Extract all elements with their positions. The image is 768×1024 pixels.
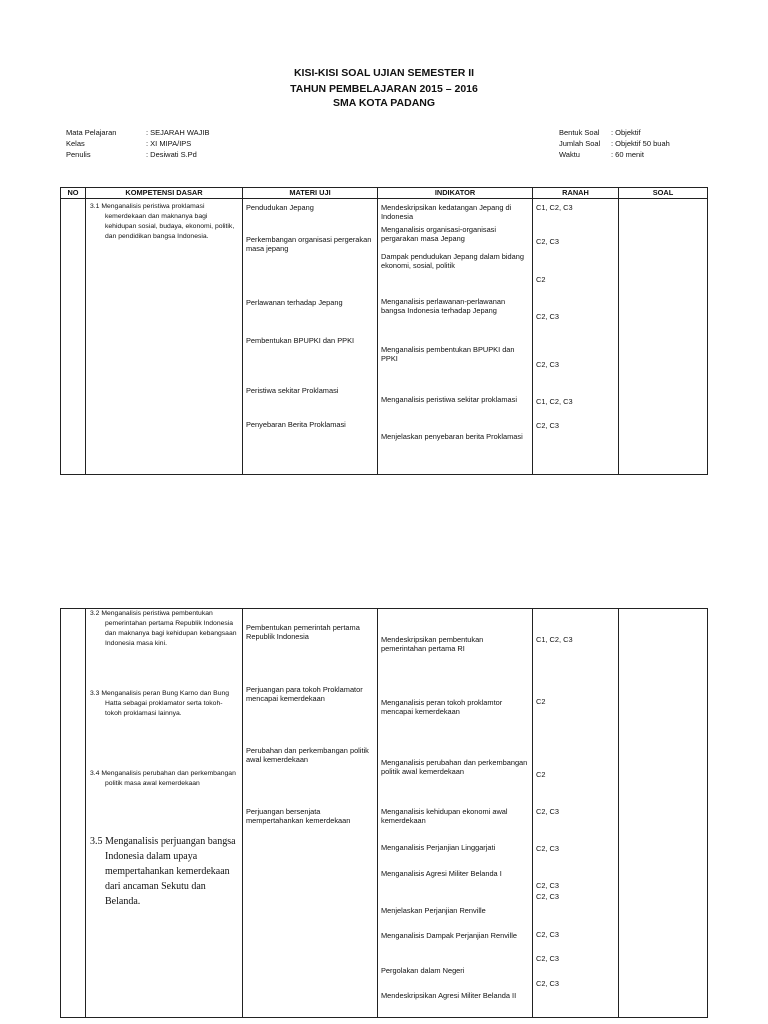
no-cell [61,199,86,475]
materi-item: Pembentukan BPUPKI dan PPKI [246,336,355,345]
ranah-item: C2, C3 [536,892,560,901]
indikator-item: Pergolakan dalam Negeri [381,966,465,975]
grid-table-1 [60,187,708,475]
ranah-item: C1, C2, C3 [536,635,573,644]
ranah-item: C1, C2, C3 [536,397,573,406]
table-row [61,199,708,475]
materi-item: Perubahan dan perkembangan politik awal kemerdekaan [246,746,369,764]
indikator-item: Menjelaskan Perjanjian Renville [381,906,486,915]
header-ranah: RANAH [533,188,619,199]
kompetensi-cell [86,199,243,475]
ranah-item: C2, C3 [536,360,560,369]
kd-3-2: 3.2 Menganalisis peristiwa pembentukan pemerintahan pertama Republik Indonesia dan maknanya bagi kehidupan kebangsaan Indonesia masa kini. [90,610,237,647]
meta-question-type: Bentuk Soal : Objektif [559,128,641,137]
ranah-item: C2 [536,770,546,779]
indikator-item: Menganalisis organisasi-organisasi pergarakan masa Jepang [381,225,497,243]
ranah-item: C2, C3 [536,844,560,853]
header-indikator: INDIKATOR [378,188,533,199]
kd-3-5: 3.5 Menganalisis perjuangan bangsa Indonesia dalam upaya mempertahankan kemerdekaan dari ancaman Sekutu dan Belanda. [90,836,236,907]
indikator-item: Mendeskripsikan Agresi Militer Belanda II [381,991,517,1000]
materi-item: Perjuangan para tokoh Proklamator mencapai kemerdekaan [246,685,363,703]
indikator-item: Mendeskripsikan pembentukan pemerintahan pertama RI [381,635,484,653]
ranah-item: C2, C3 [536,930,560,939]
materi-item: Perlawanan terhadap Jepang [246,298,343,307]
indikator-cell [378,199,533,475]
doc-title: KISI-KISI SOAL UJIAN SEMESTER II [293,67,475,79]
meta-question-count: Jumlah Soal : Objektif 50 buah [559,139,670,148]
kd-3-4: 3.4 Menganalisis perubahan dan perkembangan politik masa awal kemerdekaan [90,770,236,787]
materi-cell [243,609,378,1018]
meta-class: Kelas : XI MIPA/IPS [66,139,192,148]
meta-left [66,127,209,160]
soal-cell [619,609,708,1018]
indikator-item: Menganalisis Agresi Militer Belanda I [381,869,502,878]
ranah-item: C2, C3 [536,421,560,430]
ranah-item: C2, C3 [536,237,560,246]
indikator-item: Menjelaskan penyebaran berita Proklamasi [381,432,523,441]
indikator-item: Menganalisis perlawanan-perlawanan bangsa Indonesia terhadap Jepang [381,297,506,315]
materi-item: Penyebaran Berita Proklamasi [246,420,346,429]
materi-cell [243,199,378,475]
header-no: NO [61,188,86,199]
indikator-item: Menganalisis peran tokoh proklamtor mencapai kemerdekaan [381,698,503,716]
header-kompetensi: KOMPETENSI DASAR [86,188,243,199]
header-soal: SOAL [619,188,708,199]
materi-item: Pembentukan pemerintah pertama Republik Indonesia [246,623,360,641]
materi-item: Perjuangan bersenjata mempertahankan kemerdekaan [246,807,351,825]
ranah-cell [533,199,619,475]
kompetensi-cell [86,609,243,1018]
meta-author: Penulis : Desiwati S.Pd [66,150,197,159]
ranah-item: C2, C3 [536,312,560,321]
ranah-cell [533,609,619,1018]
soal-cell [619,199,708,475]
indikator-item: Menganalisis kehidupan ekonomi awal kemerdekaan [381,807,508,825]
meta-time: Waktu : 60 menit [559,150,644,159]
kd-3-3: 3.3 Menganalisis peran Bung Karno dan Bung Hatta sebagai proklamator serta tokoh-tokoh proklamasi lainnya. [90,690,230,717]
ranah-item: C2, C3 [536,954,560,963]
indikator-item: Menganalisis perubahan dan perkembangan politik awal kemerdekaan [381,758,528,776]
materi-item: Peristiwa sekitar Proklamasi [246,386,339,395]
no-cell [61,609,86,1018]
indikator-item: Mendeskripsikan kedatangan Jepang di Indonesia [381,203,512,221]
indikator-item: Menganalisis Dampak Perjanjian Renville [381,931,517,940]
ranah-item: C2 [536,275,546,284]
indikator-item: Menganalisis Perjanjian Linggarjati [381,843,496,852]
grid-table-2 [60,608,708,1018]
kd-3-1: 3.1 Menganalisis peristiwa proklamasi kemerdekaan dan maknanya bagi kehidupan sosial, budaya, ekonomi, politik, dan pendidikan bangsa Indonesia. [90,203,235,240]
doc-school: SMA KOTA PADANG [332,97,436,109]
doc-year: TAHUN PEMBELAJARAN 2015 – 2016 [290,83,478,95]
indikator-item: Dampak pendudukan Jepang dalam bidang ekonomi, sosial, politik [381,252,524,270]
indikator-item: Menganalisis pembentukan BPUPKI dan PPKI [381,345,515,363]
indikator-item: Menganalisis peristiwa sekitar proklamasi [381,395,517,404]
ranah-item: C2, C3 [536,881,560,890]
table-row [61,609,708,1018]
meta-right [559,127,670,160]
meta-subject: Mata Pelajaran : SEJARAH WAJIB [66,128,210,137]
materi-item: Perkembangan organisasi pergerakan masa jepang [246,235,372,253]
table-header-row [61,188,708,199]
ranah-item: C2 [536,697,546,706]
indikator-cell [378,609,533,1018]
header-materi: MATERI UJI [243,188,378,199]
ranah-item: C2, C3 [536,979,560,988]
ranah-item: C2, C3 [536,807,560,816]
materi-item: Pendudukan Jepang [246,203,314,212]
ranah-item: C1, C2, C3 [536,203,573,212]
